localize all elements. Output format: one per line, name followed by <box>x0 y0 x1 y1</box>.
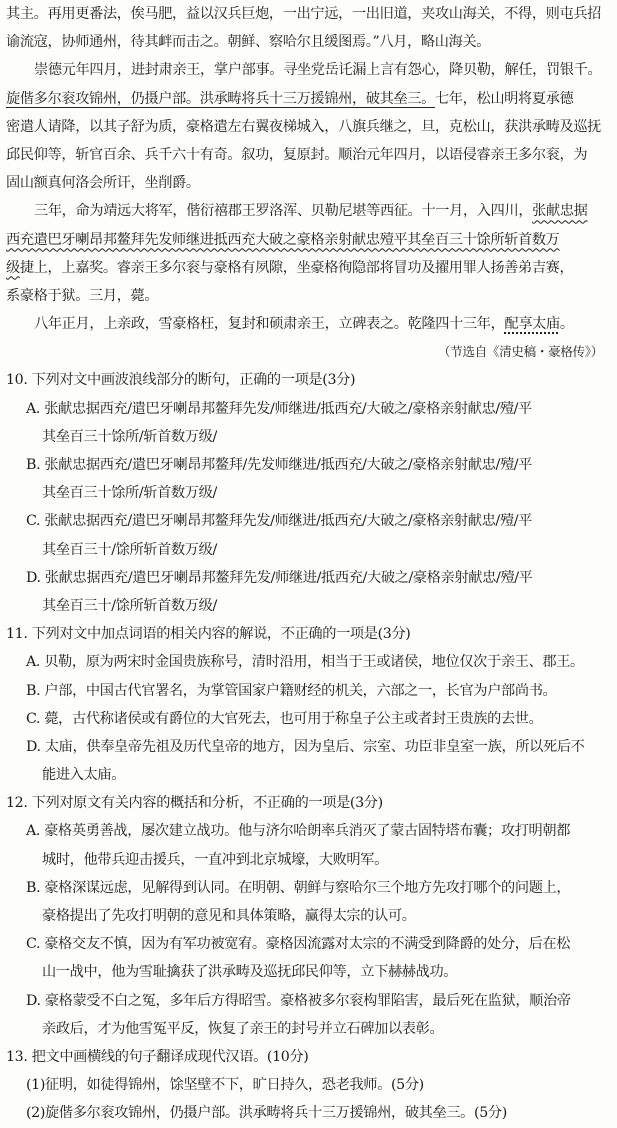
option-c: C. 薨，古代称诸侯或有爵位的大官死去，也可用于称皇子公主或者封王贵族的去世。 <box>26 710 543 727</box>
option-a: A. 豪格英勇善战，屡次建立战功。他与济尔哈朗率兵消灭了蒙古固特塔布囊；攻打明朝都 <box>26 823 571 840</box>
passage-line: 其主。再用更番法，俟马肥，益以汉兵巨炮，一出宁远，一出旧道，夹攻山海关，不得，则屯兵招 <box>6 6 602 22</box>
question-stem: 10. 下列对文中画波浪线部分的断句，正确的一项是(3分) <box>6 372 356 389</box>
wavy-underlined-text: 张献忠据 <box>532 203 588 220</box>
option-b-cont: 其垒百三十馀所/斩首数万级/ <box>42 485 217 502</box>
passage-text: 。 <box>559 316 574 333</box>
passage-line: 邱民仰等，斩官百余、兵千六十有奇。叙功，复原封。顺治元年四月，以语侵睿亲王多尔衮，为 <box>6 146 588 163</box>
question-13 <box>6 1043 611 1128</box>
wavy-underlined-text: 西充遣巴牙喇昂邦鳌拜先发师继进抵西充大破之豪格亲射献忠殪平其垒百三十馀所斩首数万 <box>6 231 560 248</box>
option-b: B. 户部，中国古代官署名，为掌管国家户籍财经的机关，六部之一，长官为户部尚书。 <box>26 682 557 699</box>
option-b: B. 张献忠据西充/遣巴牙喇昂邦鳌拜/先发师继进/抵西充/大破之/豪格亲射献忠/殪/平 <box>26 457 533 473</box>
question-stem: 12. 下列对原文有关内容的概括和分析，不正确的一项是(3分) <box>6 795 383 812</box>
option-c-cont: 山一战中，他为雪耻擒获了洪承畴及巡抚邱民仰等，立下赫赫战功。 <box>42 964 458 981</box>
passage-line: 密遣人请降，以其子舒为质，豪格遣左右翼夜梯城入，八旗兵继之，旦，克松山，获洪承畴及巡抚 <box>6 118 602 135</box>
passage-line: 谕流寇，协师通州，待其衅而击之。朝鲜、察哈尔且缓图焉。”八月，略山海关。 <box>6 34 491 51</box>
passage-line <box>6 310 611 338</box>
option-c-cont: 其垒百三十/馀所斩首数万级/ <box>42 541 217 558</box>
option-c: C. 张献忠据西充/遣巴牙喇昂邦鳌拜先发/师继进/抵西充/大破之/豪格亲射献忠/殪/平 <box>26 513 532 530</box>
question-stem: 11. 下列对文中加点词语的相关内容的解说，不正确的一项是(3分) <box>6 626 411 643</box>
passage-line <box>6 254 611 282</box>
passage-text: 捷上，上嘉奖。睿亲王多尔衮与豪格有夙隙，坐豪格徇隐部将冒功及擢用罪人扬善弟吉赛， <box>19 259 574 276</box>
question-10 <box>6 366 611 620</box>
option-b-cont: 豪格提出了先攻打明朝的意见和具体策略，赢得太宗的认可。 <box>42 908 416 924</box>
option-a: A. 张献忠据西充/遣巴牙喇昂邦鳌拜先发/师继进/抵西充/大破之/豪格亲射献忠/殪/平 <box>26 400 532 417</box>
question-stem: 13. 把文中画横线的句子翻译成现代汉语。(10分) <box>6 1048 309 1065</box>
wavy-underlined-text: 级 <box>6 259 20 276</box>
translation-item-1: (1)征明，如徒得锦州，馀坚壁不下，旷日持久，恐老我师。(5分) <box>26 1077 424 1094</box>
passage-text: 三年，命为靖远大将军，偕衍禧郡王罗洛浑、贝勒尼堪等西征。十一月，入四川， <box>34 203 533 220</box>
option-b: B. 豪格深谋远虑，见解得到认同。在明朝、朝鲜与察哈尔三个地方先攻打哪个的问题上， <box>26 879 571 896</box>
option-d: D. 太庙，供奉皇帝先祖及历代皇帝的地方，因为皇后、宗室、功臣非皇室一族，所以死后不 <box>26 738 585 755</box>
passage-line: 崇德元年四月，进封肃亲王，掌户部事。寻坐党岳讬漏上言有怨心，降贝勒，解任，罚银千。 <box>34 62 602 79</box>
source-citation: （节选自《清史稿・豪格传》） <box>437 344 603 360</box>
option-d-cont: 亲政后，才为他雪冤平反，恢复了亲王的封号并立石碑加以表彰。 <box>42 1020 444 1037</box>
passage <box>6 0 611 366</box>
option-d-cont: 其垒百三十/馀所斩首数万级/ <box>42 597 217 614</box>
option-d-cont: 能进入太庙。 <box>42 767 126 784</box>
option-a-cont: 城时，他带兵迎击援兵，一直冲到北京城壕，大败明军。 <box>42 851 388 868</box>
translation-item-2: (2)旋偕多尔衮攻锦州，仍摄户部。洪承畴将兵十三万援锦州，破其垒三。(5分) <box>26 1105 507 1122</box>
dotted-term: 配享太庙 <box>504 316 560 333</box>
question-12 <box>6 789 611 1043</box>
option-a-cont: 其垒百三十馀所/斩首数万级/ <box>42 428 217 445</box>
passage-line: 固山额真何洛会所讦，坐削爵。 <box>6 175 200 192</box>
passage-text: 八年正月，上亲政，雪豪格枉，复封和硕肃亲王，立碑表之。乾隆四十三年， <box>34 316 505 333</box>
option-a: A. 贝勒，原为两宋时金国贵族称号，清时沿用，相当于王或诸侯，地位仅次于亲王、郡王。 <box>26 654 584 671</box>
option-c: C. 豪格交友不慎，因为有军功被宽宥。豪格因流露对太宗的不满受到降爵的处分，后在松 <box>26 936 571 953</box>
option-d: D. 豪格蒙受不白之冤，多年后方得昭雪。豪格被多尔衮构罪陷害，最后死在监狱，顺治帝 <box>26 992 571 1009</box>
passage-text: 七年，松山明将夏承德 <box>434 90 574 107</box>
passage-line <box>6 226 611 254</box>
question-11 <box>6 620 611 789</box>
passage-line <box>6 85 611 113</box>
option-d: D. 张献忠据西充/遣巴牙喇昂邦鳌拜先发/师继进/抵西充/大破之/豪格亲射献忠/殪/平 <box>26 569 533 586</box>
translation-underlined-sentence: 旋偕多尔衮攻锦州，仍摄户部。洪承畴将兵十三万援锦州，破其垒三。 <box>6 90 435 107</box>
passage-line <box>6 197 611 225</box>
passage-line: 系豪格于狱。三月，薨。 <box>6 287 159 304</box>
